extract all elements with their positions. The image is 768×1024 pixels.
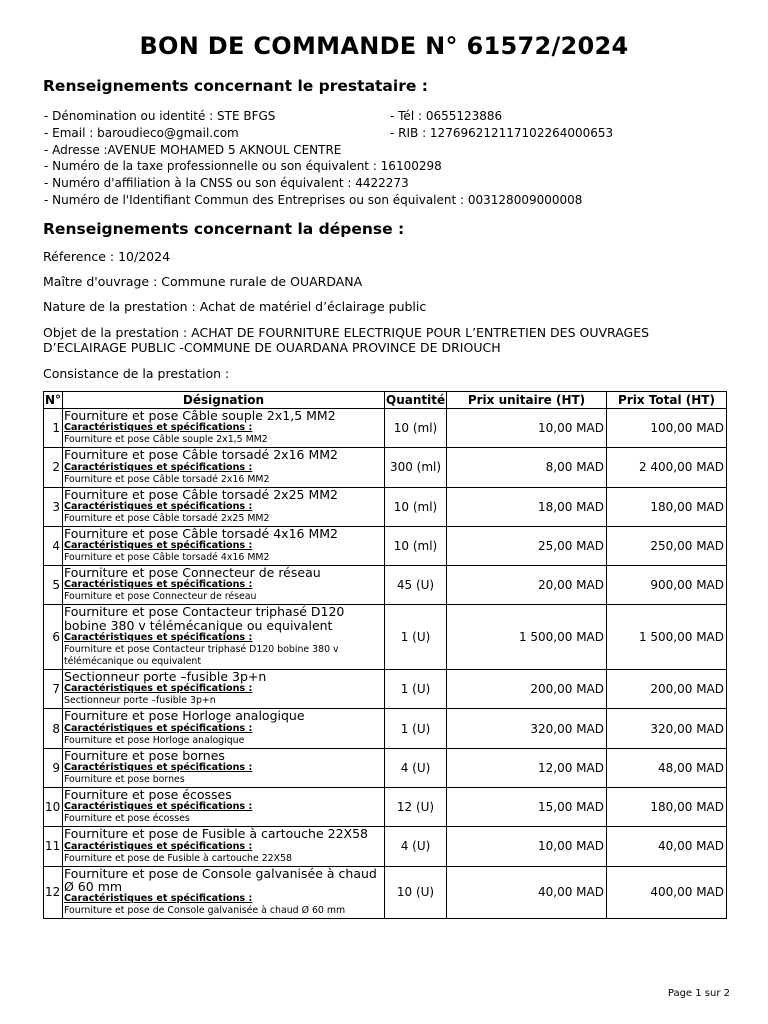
designation-note: Fourniture et pose Câble torsadé 2x25 MM2 bbox=[64, 512, 270, 524]
row-total-price: 200,00 MAD bbox=[607, 670, 727, 709]
row-unit-price: 20,00 MAD bbox=[447, 566, 607, 605]
table-row bbox=[44, 827, 727, 866]
specifications-label: Caractéristiques et spécifications : bbox=[64, 893, 253, 905]
specifications-label: Caractéristiques et spécifications : bbox=[64, 801, 253, 813]
row-quantity: 1 (U) bbox=[385, 670, 447, 709]
row-total-price: 400,00 MAD bbox=[607, 866, 727, 919]
provider-rib: - RIB : 127696212117102264000653 bbox=[390, 125, 614, 140]
row-designation bbox=[63, 448, 385, 487]
row-designation bbox=[63, 748, 385, 787]
row-total-price: 900,00 MAD bbox=[607, 566, 727, 605]
header-prix-total: Prix Total (HT) bbox=[607, 392, 727, 409]
row-quantity: 45 (U) bbox=[385, 566, 447, 605]
table-row bbox=[44, 866, 727, 919]
specifications-label: Caractéristiques et spécifications : bbox=[64, 579, 253, 591]
row-number: 10 bbox=[44, 787, 63, 826]
row-quantity: 10 (ml) bbox=[385, 487, 447, 526]
table-row bbox=[44, 487, 727, 526]
row-quantity: 1 (U) bbox=[385, 709, 447, 748]
row-number: 12 bbox=[44, 866, 63, 919]
row-number: 3 bbox=[44, 487, 63, 526]
designation-note: Fourniture et pose Câble torsadé 2x16 MM2 bbox=[64, 473, 270, 485]
row-quantity: 4 (U) bbox=[385, 748, 447, 787]
provider-ice: - Numéro de l'Identifiant Commun des Entreprises ou son équivalent : 003128009000008 bbox=[44, 192, 583, 207]
specifications-label: Caractéristiques et spécifications : bbox=[64, 500, 253, 512]
row-designation bbox=[63, 605, 385, 670]
row-quantity: 300 (ml) bbox=[385, 448, 447, 487]
row-total-price: 48,00 MAD bbox=[607, 748, 727, 787]
specifications-label: Caractéristiques et spécifications : bbox=[64, 632, 253, 644]
designation-note: Fourniture et pose Contacteur triphasé D120 bobine 380 v télémécanique ou equivalent bbox=[64, 644, 339, 668]
designation-note: Fourniture et pose de Fusible à cartouche 22X58 bbox=[64, 852, 292, 864]
expense-nature: Nature de la prestation : Achat de matériel d’éclairage public bbox=[43, 299, 427, 314]
table-row bbox=[44, 605, 727, 670]
row-quantity: 10 (ml) bbox=[385, 409, 447, 448]
designation-note: Fourniture et pose Connecteur de réseau bbox=[64, 591, 257, 603]
specifications-label: Caractéristiques et spécifications : bbox=[64, 461, 253, 473]
designation-title: Sectionneur porte –fusible 3p+n bbox=[64, 669, 267, 685]
provider-email: - Email : baroudieco@gmail.com bbox=[44, 125, 239, 140]
designation-note: Fourniture et pose Horloge analogique bbox=[64, 734, 245, 746]
table-row bbox=[44, 787, 727, 826]
row-unit-price: 10,00 MAD bbox=[447, 827, 607, 866]
row-unit-price: 1 500,00 MAD bbox=[447, 605, 607, 670]
row-designation bbox=[63, 670, 385, 709]
specifications-label: Caractéristiques et spécifications : bbox=[64, 840, 253, 852]
designation-note: Fourniture et pose écosses bbox=[64, 813, 190, 825]
row-quantity: 12 (U) bbox=[385, 787, 447, 826]
designation-title: Fourniture et pose de Fusible à cartouche 22X58 bbox=[64, 826, 368, 842]
items-table bbox=[43, 391, 727, 919]
table-row bbox=[44, 526, 727, 565]
designation-note: Fourniture et pose de Console galvanisée à chaud Ø 60 mm bbox=[64, 905, 346, 917]
row-unit-price: 10,00 MAD bbox=[447, 409, 607, 448]
row-number: 8 bbox=[44, 709, 63, 748]
expense-maitre: Maître d'ouvrage : Commune rurale de OUARDANA bbox=[43, 274, 363, 289]
provider-cnss: - Numéro d'affiliation à la CNSS ou son équivalent : 4422273 bbox=[44, 176, 409, 191]
expense-consistance: Consistance de la prestation : bbox=[43, 366, 230, 381]
row-total-price: 100,00 MAD bbox=[607, 409, 727, 448]
table-row bbox=[44, 670, 727, 709]
row-designation bbox=[63, 566, 385, 605]
designation-title: Fourniture et pose Câble torsadé 2x16 MM2 bbox=[64, 447, 338, 463]
row-number: 11 bbox=[44, 827, 63, 866]
row-number: 2 bbox=[44, 448, 63, 487]
row-total-price: 180,00 MAD bbox=[607, 487, 727, 526]
row-total-price: 2 400,00 MAD bbox=[607, 448, 727, 487]
provider-tel: - Tél : 0655123886 bbox=[390, 109, 503, 123]
header-prix-unitaire: Prix unitaire (HT) bbox=[447, 392, 607, 409]
designation-title: Fourniture et pose Câble torsadé 2x25 MM2 bbox=[64, 486, 338, 502]
specifications-label: Caractéristiques et spécifications : bbox=[64, 683, 253, 695]
designation-title: Fourniture et pose Câble souple 2x1,5 MM2 bbox=[64, 408, 336, 423]
row-total-price: 320,00 MAD bbox=[607, 709, 727, 748]
specifications-label: Caractéristiques et spécifications : bbox=[64, 722, 253, 734]
row-quantity: 10 (U) bbox=[385, 866, 447, 919]
header-n: N° bbox=[45, 393, 62, 407]
row-quantity: 10 (ml) bbox=[385, 526, 447, 565]
row-designation bbox=[63, 409, 385, 448]
designation-title: Fourniture et pose de Console galvanisée à chaud Ø 60 mm bbox=[64, 865, 377, 894]
designation-note: Fourniture et pose Câble torsadé 4x16 MM2 bbox=[64, 552, 270, 564]
row-total-price: 180,00 MAD bbox=[607, 787, 727, 826]
designation-title: Fourniture et pose Contacteur triphasé D120 bobine 380 v télémécanique ou equivalent bbox=[64, 604, 345, 633]
row-unit-price: 200,00 MAD bbox=[447, 670, 607, 709]
row-number: 6 bbox=[44, 605, 63, 670]
row-number: 5 bbox=[44, 566, 63, 605]
table-row bbox=[44, 448, 727, 487]
row-unit-price: 8,00 MAD bbox=[447, 448, 607, 487]
expense-objet-line2: D’ECLAIRAGE PUBLIC -COMMUNE DE OUARDANA PROVINCE DE DRIOUCH bbox=[43, 340, 501, 355]
header-quantite: Quantité bbox=[386, 393, 446, 407]
row-total-price: 40,00 MAD bbox=[607, 827, 727, 866]
row-number: 9 bbox=[44, 748, 63, 787]
provider-adresse: - Adresse :AVENUE MOHAMED 5 AKNOUL CENTRE bbox=[44, 142, 342, 157]
table-row bbox=[44, 409, 727, 448]
specifications-label: Caractéristiques et spécifications : bbox=[64, 540, 253, 552]
designation-note: Fourniture et pose bornes bbox=[64, 773, 185, 785]
row-quantity: 4 (U) bbox=[385, 827, 447, 866]
page-number: Page 1 sur 2 bbox=[667, 988, 730, 999]
row-unit-price: 12,00 MAD bbox=[447, 748, 607, 787]
row-total-price: 250,00 MAD bbox=[607, 526, 727, 565]
designation-title: Fourniture et pose Connecteur de réseau bbox=[64, 565, 321, 581]
row-designation bbox=[63, 827, 385, 866]
row-designation bbox=[63, 866, 385, 919]
row-unit-price: 15,00 MAD bbox=[447, 787, 607, 826]
designation-title: Fourniture et pose Horloge analogique bbox=[64, 708, 305, 724]
row-unit-price: 25,00 MAD bbox=[447, 526, 607, 565]
table-row bbox=[44, 566, 727, 605]
expense-heading: Renseignements concernant la dépense : bbox=[43, 220, 405, 238]
row-designation bbox=[63, 487, 385, 526]
designation-title: Fourniture et pose bornes bbox=[64, 747, 225, 763]
provider-info bbox=[44, 108, 734, 209]
row-number: 4 bbox=[44, 526, 63, 565]
designation-title: Fourniture et pose écosses bbox=[64, 786, 232, 802]
row-designation bbox=[63, 709, 385, 748]
provider-denomination: - Dénomination ou identité : STE BFGS bbox=[44, 109, 276, 123]
designation-note: Sectionneur porte –fusible 3p+n bbox=[64, 695, 216, 707]
table-header-row bbox=[44, 392, 727, 409]
row-designation bbox=[63, 526, 385, 565]
page-title: BON DE COMMANDE N° 61572/2024 bbox=[139, 32, 629, 60]
expense-objet-line1: Objet de la prestation : ACHAT DE FOURNITURE ELECTRIQUE POUR L’ENTRETIEN DES OUVRAGES bbox=[43, 325, 650, 340]
row-unit-price: 18,00 MAD bbox=[447, 487, 607, 526]
table-row bbox=[44, 748, 727, 787]
designation-note: Fourniture et pose Câble souple 2x1,5 MM2 bbox=[64, 434, 268, 446]
row-designation bbox=[63, 787, 385, 826]
provider-taxe: - Numéro de la taxe professionnelle ou son équivalent : 16100298 bbox=[44, 159, 442, 174]
specifications-label: Caractéristiques et spécifications : bbox=[64, 422, 253, 434]
provider-heading: Renseignements concernant le prestataire : bbox=[43, 77, 428, 95]
row-quantity: 1 (U) bbox=[385, 605, 447, 670]
row-unit-price: 40,00 MAD bbox=[447, 866, 607, 919]
header-designation: Désignation bbox=[63, 392, 385, 409]
row-unit-price: 320,00 MAD bbox=[447, 709, 607, 748]
expense-reference: Réference : 10/2024 bbox=[43, 249, 171, 264]
row-number: 1 bbox=[44, 409, 63, 448]
row-number: 7 bbox=[44, 670, 63, 709]
specifications-label: Caractéristiques et spécifications : bbox=[64, 761, 253, 773]
table-row bbox=[44, 709, 727, 748]
row-total-price: 1 500,00 MAD bbox=[607, 605, 727, 670]
designation-title: Fourniture et pose Câble torsadé 4x16 MM2 bbox=[64, 525, 338, 541]
